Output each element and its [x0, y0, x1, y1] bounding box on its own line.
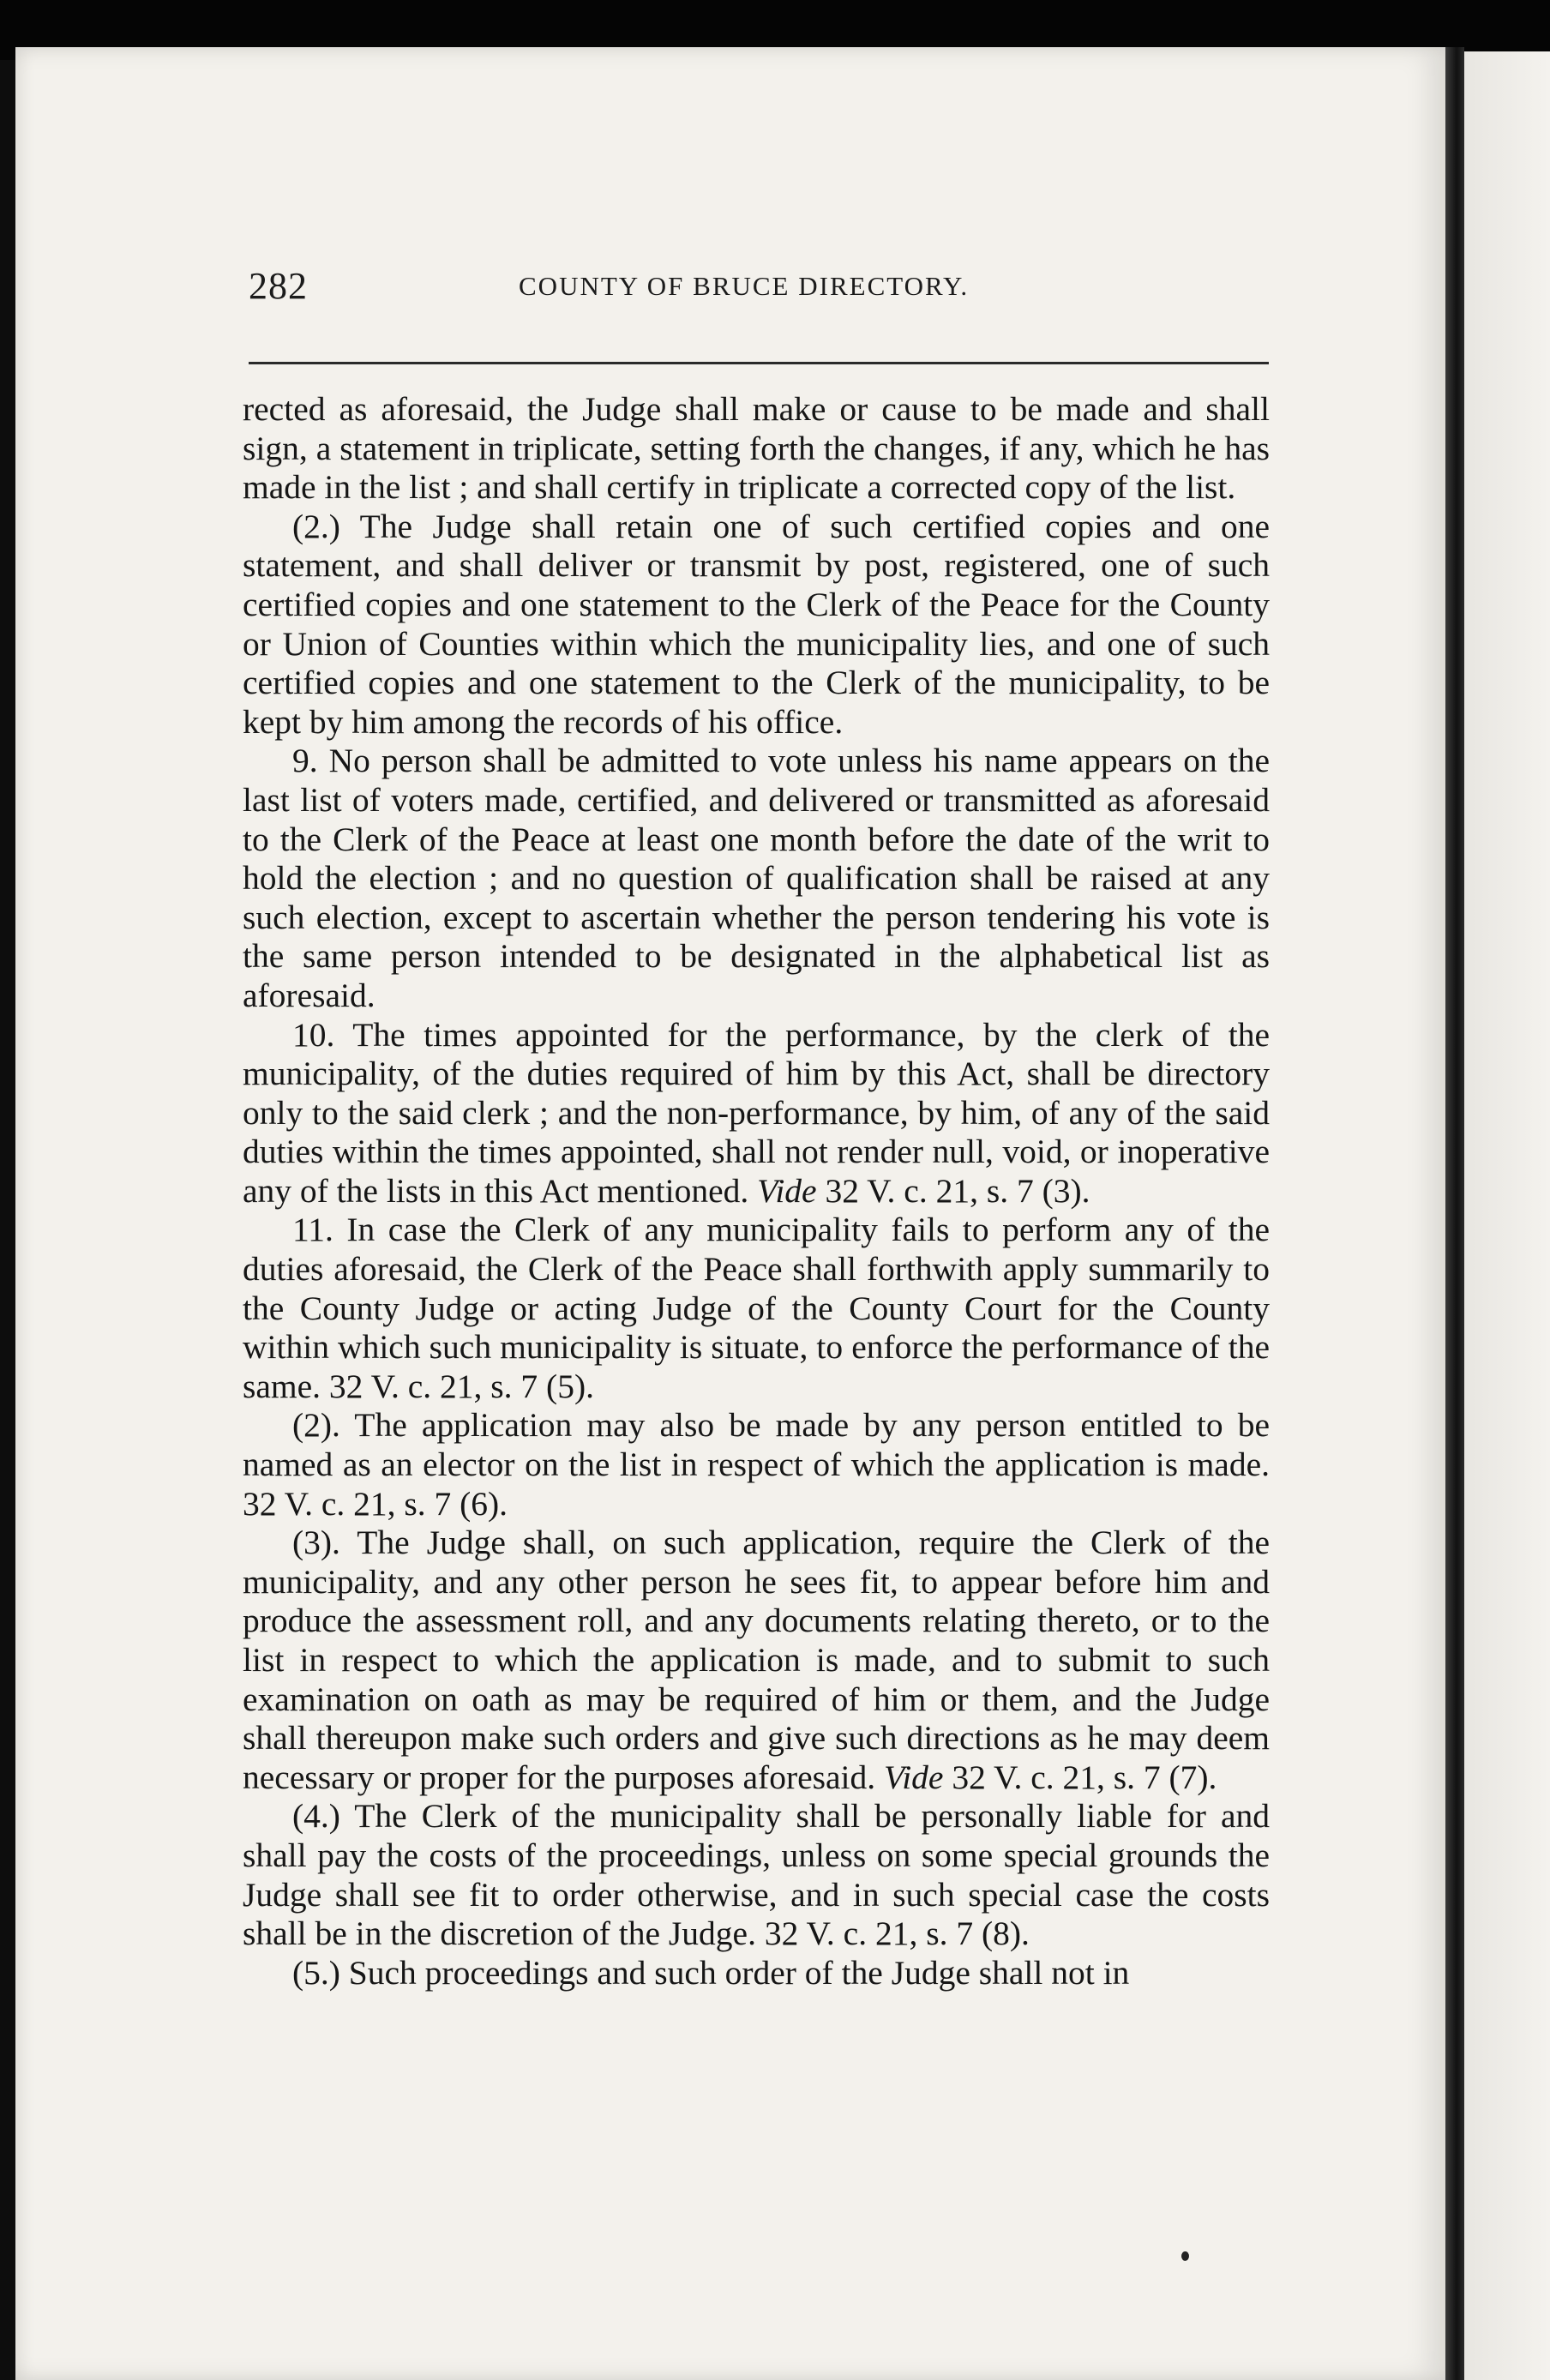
paragraph-8-2: (2.) The Judge shall retain one of such certified copies and one statement, and shall deliver or transmit by post, registered, one of such certified copies and one statement to the Clerk of the Peace for the County or Union of Counties within which the municipality lies, and one of such certified copies and one statement to the Clerk of the municipality, to be kept by him among the records of his office. [243, 507, 1270, 741]
running-title: COUNTY OF BRUCE DIRECTORY. [519, 271, 970, 301]
adjacent-page-edge [1464, 51, 1550, 2380]
paragraph-11-2: (2). The application may also be made by any person entitled to be named as an elector on the list in respect of which the application is made. 32 V. c. 21, s. 7 (6). [243, 1406, 1270, 1523]
paragraph-11-4: (4.) The Clerk of the municipality shall be personally liable for and shall pay the costs of the proceedings, unless on some special grounds the Judge shall see fit to order otherwise, and in such special case the costs shall be in the discretion of the Judge. 32 V. c. 21, s. 7 (8). [243, 1797, 1270, 1953]
citation: 32 V. c. 21, s. 7 (7). [943, 1758, 1217, 1796]
citation: 32 V. c. 21, s. 7 (8). [755, 1914, 1030, 1953]
body-text [243, 390, 1270, 1992]
page-header [249, 264, 1269, 316]
paragraph-11: 11. In case the Clerk of any municipality fails to perform any of the duties aforesaid, the Clerk of the Peace shall forthwith apply summarily to the County Judge or acting Judge of the County Court for the County within which such municipality is situate, to enforce the performance of the same. 32 V. c. 21, s. 7 (5). [243, 1211, 1270, 1405]
paragraph-11-3: (3). The Judge shall, on such application, require the Clerk of the municipality, and any other person he sees fit, to appear before him and produce the assessment roll, and any documents relating thereto, or to the list in respect to which the application is made, and to submit to such examination on oath as may be required of him or them, and the Judge shall thereupon make such orders and give such directions as he may deem necessary or proper for the purposes aforesaid. Vide 32 V. c. 21, s. 7 (7). [243, 1524, 1270, 1796]
paragraph-11-5: (5.) Such proceedings and such order of the Judge shall not in [292, 1953, 1130, 1992]
ink-speck [1181, 2251, 1189, 2261]
book-gutter [1445, 47, 1464, 2380]
header-rule [249, 362, 1269, 364]
paragraph-10: 10. The times appointed for the performance, by the clerk of the municipality, of the duties required of him by this Act, shall be directory only to the said clerk ; and the non-performance, by him, of any of the said duties within the times appointed, shall not render null, void, or inoperative any of the lists in this Act mentioned. Vide 32 V. c. 21, s. 7 (3). [243, 1015, 1270, 1210]
citation-vide: Vide [757, 1171, 817, 1210]
page-number: 282 [249, 265, 308, 307]
citation: 32 V. c. 21, s. 7 (6). [243, 1484, 508, 1523]
citation: 32 V. c. 21, s. 7 (5). [321, 1367, 594, 1405]
paragraph-9: 9. No person shall be admitted to vote unless his name appears on the last list of voters made, certified, and delivered or transmitted as aforesaid to the Clerk of the Peace at least one month before the date of the writ to hold the election ; and no question of qualification shall be raised at any such election, except to ascertain whether the person tendering his vote is the same person intended to be designated in the alphabetical list as aforesaid. [243, 742, 1270, 1014]
citation: 32 V. c. 21, s. 7 (3). [816, 1171, 1090, 1210]
citation-vide: Vide [884, 1758, 944, 1796]
paragraph-continuation: rected as aforesaid, the Judge shall make or cause to be made and shall sign, a statement in triplicate, setting forth the changes, if any, which he has made in the list ; and shall certify in triplicate a corrected copy of the list. [243, 390, 1270, 507]
